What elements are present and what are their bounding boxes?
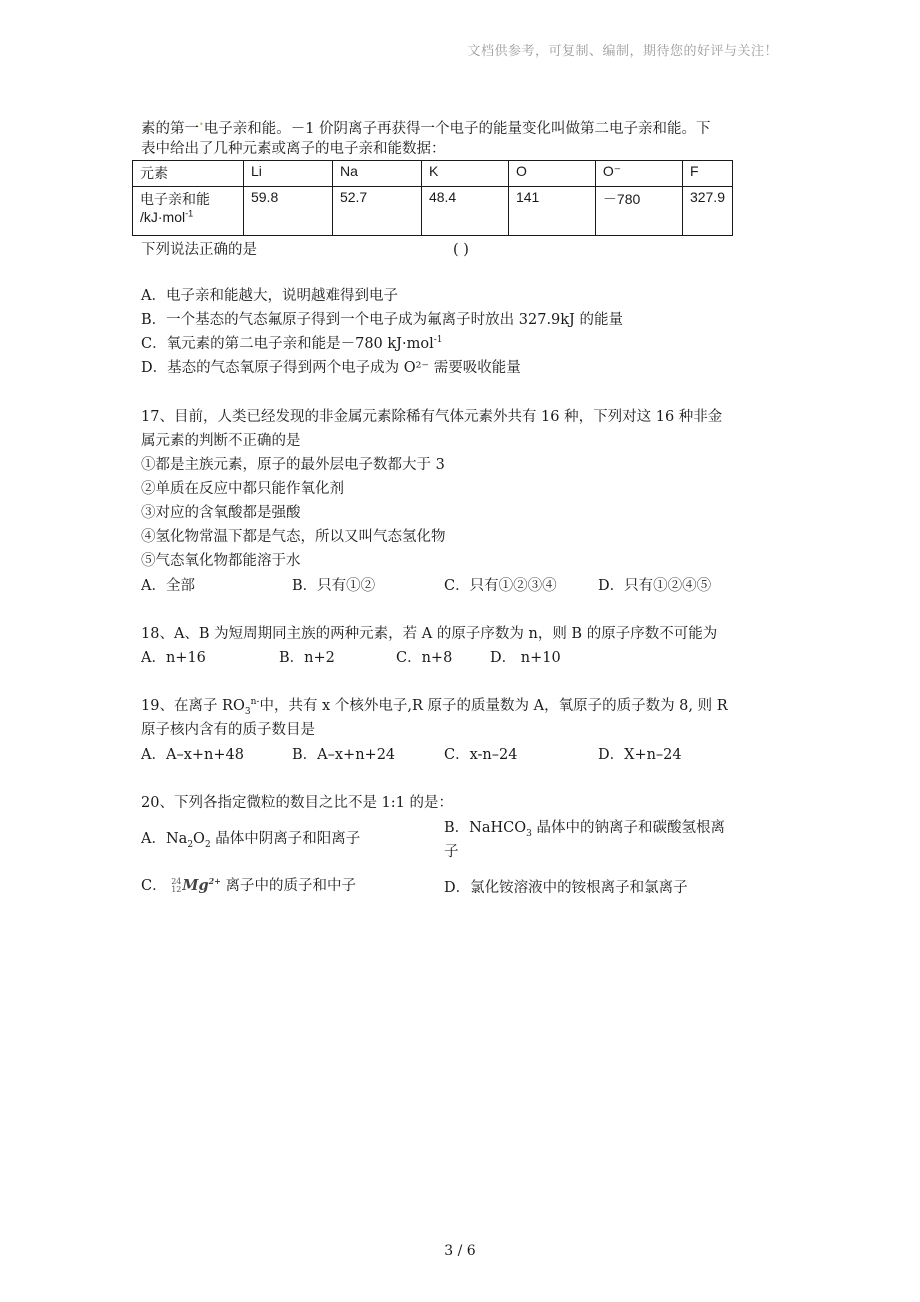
q18-option-d: D． n+10 bbox=[490, 650, 561, 666]
q20-c-post: 离子中的质子和中子 bbox=[225, 878, 356, 894]
q20-option-a bbox=[141, 829, 360, 849]
q19-option-c: C．x-n–24 bbox=[444, 747, 518, 763]
magnesium-symbol: Mg bbox=[182, 877, 209, 894]
q16-option-c-exponent: -1 bbox=[433, 335, 443, 346]
q19-option-a: A．A–x+n+48 bbox=[141, 747, 244, 763]
q18-option-b: B．n+2 bbox=[279, 650, 335, 666]
q16-option-a: A．电子亲和能越大，说明越难得到电子 bbox=[141, 288, 398, 304]
table-cell: 48.4 bbox=[421, 187, 508, 236]
q18-option-a: A．n+16 bbox=[141, 650, 206, 666]
table-cell: Li bbox=[243, 161, 332, 187]
page-header-note: 文档供参考，可复制、编制，期待您的好评与关注！ bbox=[467, 44, 778, 59]
q20-b-pre: B．NaHCO bbox=[444, 820, 527, 836]
table-row-elements bbox=[133, 161, 733, 187]
atomic-number: 12 bbox=[171, 885, 182, 894]
ion-charge: 2+ bbox=[208, 876, 221, 887]
table-cell: 327.9 bbox=[682, 187, 732, 236]
mass-number: 24 bbox=[171, 877, 182, 886]
q20-a-post: 晶体中阴离子和阳离子 bbox=[210, 831, 361, 847]
table-cell-label bbox=[133, 187, 244, 236]
unit-text: /kJ·mol bbox=[140, 209, 186, 225]
q17-statement-2: ②单质在反应中都只能作氧化剂 bbox=[141, 481, 344, 497]
q17-statement-3: ③对应的含氧酸都是强酸 bbox=[141, 505, 301, 521]
q17-statement-5: ⑤气态氧化物都能溶于水 bbox=[141, 553, 301, 569]
intro-line-1-part-a: 素的第一 bbox=[141, 120, 199, 137]
q17-statement-4: ④氢化物常温下都是气态，所以又叫气态氢化物 bbox=[141, 529, 446, 545]
intro-line-2: 表中给出了几种元素或离子的电子亲和能数据： bbox=[141, 141, 446, 157]
q20-b-sub: 3 bbox=[526, 828, 532, 839]
q20-stem: 20、下列各指定微粒的数目之比不是 1:1 的是： bbox=[141, 795, 454, 811]
q19-stem-pre: 19、在离子 RO bbox=[141, 698, 245, 714]
q20-b-post: 晶体中的钠离子和碳酸氢根离 bbox=[531, 820, 725, 836]
q17-option-a: A．全部 bbox=[141, 578, 195, 594]
q19-subscript: 3 bbox=[244, 706, 251, 717]
q16-option-d: D．基态的气态氧原子得到两个电子成为 O²⁻ 需要吸收能量 bbox=[141, 360, 521, 376]
intro-line-1 bbox=[141, 115, 711, 139]
q17-option-c: C．只有①②③④ bbox=[444, 578, 557, 594]
affinity-unit bbox=[140, 209, 236, 225]
q16-answer-bracket: ( ) bbox=[453, 242, 469, 258]
q18-stem: 18、A、B 为短周期同主族的两种元素，若 A 的原子序数为 n，则 B 的原子序数不可能为 bbox=[141, 626, 718, 642]
q19-superscript: n- bbox=[250, 697, 260, 708]
q17-option-b: B．只有①② bbox=[292, 578, 376, 594]
q20-a-pre: A．Na bbox=[141, 831, 188, 847]
q16-option-b: B．一个基态的气态氟原子得到一个电子成为氟离子时放出 327.9kJ 的能量 bbox=[141, 312, 623, 328]
q20-option-b-line-2: 子 bbox=[444, 844, 459, 860]
intro-line-1-part-b: 电子亲和能。－1 价阴离子再获得一个电子的能量变化叫做第二电子亲和能。下 bbox=[203, 120, 711, 137]
q20-a-sub1: 2 bbox=[187, 839, 194, 850]
table-cell: K bbox=[421, 161, 508, 187]
electron-affinity-table bbox=[132, 160, 733, 236]
q18-option-c: C．n+8 bbox=[396, 650, 453, 666]
table-cell: F bbox=[682, 161, 732, 187]
q16-option-c bbox=[141, 334, 443, 354]
table-row-values bbox=[133, 187, 733, 236]
q17-option-d: D．只有①②④⑤ bbox=[598, 578, 712, 594]
table-cell: O⁻ bbox=[595, 161, 682, 187]
q17-statement-1: ①都是主族元素，原子的最外层电子数都大于 3 bbox=[141, 457, 445, 473]
q19-option-b: B．A–x+n+24 bbox=[292, 747, 396, 763]
q17-stem-line-1: 17、目前，人类已经发现的非金属元素除稀有气体元素外共有 16 种，下列对这 16 种非金 bbox=[141, 409, 723, 425]
table-cell: Na bbox=[332, 161, 421, 187]
page-number: 3 / 6 bbox=[444, 1243, 476, 1259]
q16-option-c-text: C．氧元素的第二电子亲和能是－780 kJ·mol bbox=[141, 336, 434, 352]
q20-a-mid: O bbox=[193, 831, 205, 847]
q20-option-b bbox=[444, 818, 725, 838]
q19-option-d: D．X+n–24 bbox=[598, 747, 682, 763]
table-cell: 元素 bbox=[133, 161, 244, 187]
table-cell: O bbox=[508, 161, 595, 187]
magnesium-nuclide-numbers bbox=[171, 878, 181, 894]
q19-stem-line-2: 原子核内含有的质子数目是 bbox=[141, 722, 315, 738]
q16-stem: 下列说法正确的是 bbox=[141, 242, 257, 258]
unit-exponent: -1 bbox=[185, 208, 194, 219]
q20-c-pre: C． bbox=[141, 878, 167, 894]
table-cell: 141 bbox=[508, 187, 595, 236]
q20-a-sub2: 2 bbox=[204, 839, 211, 850]
q19-stem-line-1 bbox=[141, 696, 728, 716]
q20-option-c bbox=[141, 876, 356, 896]
q19-stem-post: 中，共有 x 个核外电子,R 原子的质量数为 A，氧原子的质子数为 8, 则 R bbox=[259, 698, 728, 714]
dot-mark-icon: • bbox=[199, 120, 204, 129]
q17-stem-line-2: 属元素的判断不正确的是 bbox=[141, 433, 301, 449]
q20-option-d: D．氯化铵溶液中的铵根离子和氯离子 bbox=[444, 880, 688, 896]
table-cell: 59.8 bbox=[243, 187, 332, 236]
table-cell: －780 bbox=[595, 187, 682, 236]
table-cell: 52.7 bbox=[332, 187, 421, 236]
affinity-label: 电子亲和能 bbox=[140, 192, 210, 208]
